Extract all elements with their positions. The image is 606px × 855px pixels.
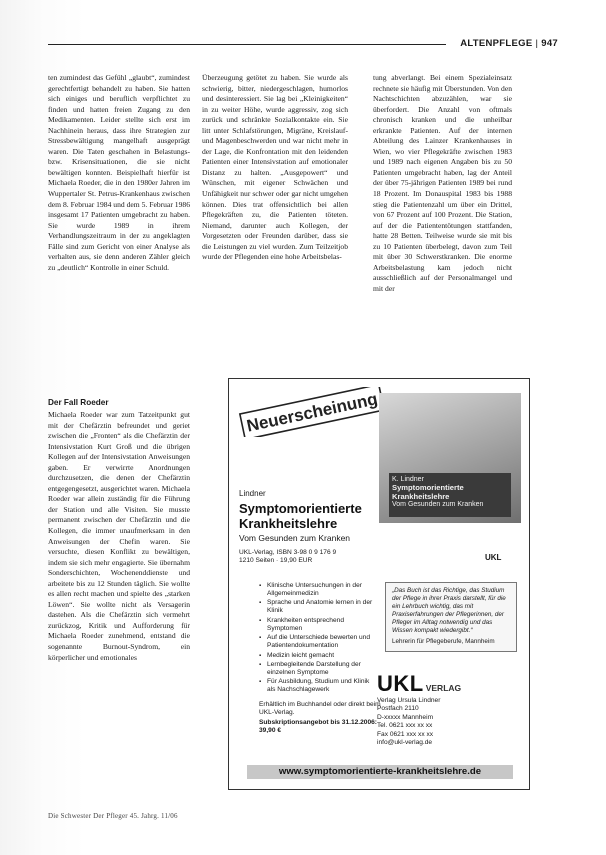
- address-line: Verlag Ursula Lindner: [377, 697, 441, 704]
- feature-item: ▪ Auf die Unterschiede bewerten und Patientendokumentation: [259, 634, 379, 650]
- feature-item: ▪ Medizin leicht gemacht: [259, 652, 379, 660]
- order-note: [259, 701, 383, 735]
- feature-item: ▪ Sprache und Anatomie lernen in der Klinik: [259, 599, 379, 615]
- testimonial-box: [385, 582, 517, 652]
- publication-line: UKL-Verlag, ISBN 3-98 0 9 176 9: [239, 549, 337, 556]
- subscription-offer: Subskriptionsangebot bis 31.12.2006: 39,90 €: [259, 719, 377, 735]
- new-release-stamp: [237, 387, 387, 437]
- article-column-2: [202, 73, 348, 263]
- feature-item: ▪ Klinische Untersuchungen in der Allgemeinmedizin: [259, 582, 379, 598]
- publisher-logo-main: UKL: [377, 671, 424, 696]
- ukl-small-logo: UKL: [485, 553, 502, 562]
- running-header: [48, 38, 558, 52]
- article-column-3: [373, 73, 512, 294]
- column-2-text: Überzeugung getötet zu haben. Sie wurde als schwierig, bitter, niedergeschlagen, humorlos und desinteressiert. Sie lag bei „Kleinigkeiten“ in zu weiter Höhe, wurde aggressiv, zog sich zurück und schränkte Sozialkontakte ein. Sie litt unter Schlafstörungen, Migräne, Kreislauf- und Magenbeschwerden und war nicht mehr in der Lage, die Konfrontation mit den leidenden Patienten einer Intensivstation auf emotionaler Distanz zu halten. „Ausgepowert“ und Wünschen, mit eigener Schwächen und Unfähigkeit nur schwer oder gar nicht umgehen können. Dies trat offensichtlich bei allen Pflegekräften zu, die Patienten töteten. Niemand, darunter auch Kollegen, der Vorgesetzten oder Freunden darüber, dass sie die Leistungen zu viel wurden. Zum Teilzeitjob wurde der Pflegenden eine hohe Arbeitsbelas-: [202, 73, 348, 262]
- publisher-logo: [377, 671, 497, 695]
- page-number: 947: [541, 38, 558, 49]
- case-heading: Der Fall Roeder: [48, 398, 109, 407]
- book-subtitle: Vom Gesunden zum Kranken: [239, 533, 351, 543]
- header-rule: [48, 44, 446, 45]
- feature-item: ▪ Für Ausbildung, Studium und Klinik als Nachschlagewerk: [259, 678, 379, 694]
- column-1-text: ten zumindest das Gefühl „glaubt“, zumindest gerechtfertigt behandelt zu haben. Sie hatten sich einiges und beruflich verpflichtet zu finden und hatten freien Zugang zu den Medikamenten. Leider stellte sich erst im Nachhinein heraus, dass ihre Strategien zur Stressbewältigung mangelhaft ausgeprägt waren. Die Taten geschahen in Belastungs- bzw. Krisensituationen, die sie nicht bewältigen konnten. Beispielhaft hierfür ist Michaela Roeder, die in den 1980er Jahren im Wuppertaler St. Petrus-Krankenhaus zwischen dem 8. Februar 1984 und dem 5. Februar 1986 insgesamt 17 Patienten umgebracht zu haben. Sie wurde 1989 in ihrem Verhandlungszeitraum in der zu angeklagten Fälle sind zum Gericht von einer Analyse als verhalten aus, sie denn anderen Zähler gleich zu „deutlich“ Kontrolle in einer Schuld.: [48, 73, 190, 272]
- address-line: Tel. 0621 xxx xx xx: [377, 722, 433, 730]
- publisher-logo-sub: VERLAG: [425, 683, 462, 693]
- article-column-1: [48, 73, 190, 273]
- stamp-label: Neuerscheinung: [244, 389, 380, 436]
- publisher-address: [377, 697, 497, 747]
- case-text: Michaela Roeder war zum Tatzeitpunkt gut mit der Chefärztin befreundet und geriet zwischen die „Fronten“ als die Chefärztin der Intensivstation Kurt Groß und die übrigen Kollegen auf der Intensivstation Anweisungen gaben. Er verwirrte Anordnungen durchzusetzen, die denen der Chefärztin entgegengesetzt, ausgerichtet waren. Michaela Roeder war allein zuständig für die Führung der Station und alle Visiten. Sie musste permanent zwischen der Chefärztin und die Kollegen, die immer unaufmerksam in den Anweisungen der Chefin waren. Sie versuchte, diesen Konflikt zu bewältigen, indem sie sich mehr engagierte. Sie übernahm Sonderschichten, Wochenenddienste und arbeitete bis zu 12 Stunden täglich. Sie wollte es allen recht machen und spielte des „starken Löwen“. Sie wollte nicht als Versagerin dastehen. Als die Chefärztin sich vermehrt zurückzog, Kritik und Aufforderung für Michaela Roeder zunehmend, entstand die sogenannte Burnout-Syndrom, ein körperlicher und emotionales: [48, 410, 190, 662]
- publication-line: 1210 Seiten · 19,90 EUR: [239, 557, 313, 565]
- section-name: ALTENPFLEGE: [460, 38, 533, 49]
- order-note-text: Erhältlich im Buchhandel oder direkt beim UKL-Verlag.: [259, 701, 381, 717]
- book-author: Lindner: [239, 489, 266, 498]
- feature-list: [259, 582, 379, 696]
- address-line: D-xxxxx Mannheim: [377, 713, 434, 721]
- book-advertisement: [228, 378, 530, 790]
- cover-author: K. Lindner: [392, 476, 424, 483]
- book-title: Symptomorientierte Krankheitslehre: [239, 501, 362, 531]
- address-line: Fax 0621 xxx xx xx: [377, 730, 434, 738]
- feature-item: ▪ Krankheiten entsprechend Symptomen: [259, 617, 379, 633]
- publication-info: [239, 549, 389, 565]
- feature-item: ▪ Lernbegleitende Darstellung der einzelnen Symptome: [259, 661, 379, 677]
- address-line: info@ukl-verlag.de: [377, 739, 433, 747]
- case-column: [48, 410, 190, 663]
- page-footer: Die Schwester Der Pfleger 45. Jahrg. 11/06: [48, 812, 178, 820]
- section-title: [460, 38, 558, 49]
- website-url: www.symptomorientierte-krankheitslehre.de: [247, 765, 513, 779]
- testimonial-text: „Das Buch ist das Richtige, das Studium der Pflege in ihrer Praxis darstellt, für die ein Lehrbuch wichtig, das mit Praxiserfahrungen der Pflegerinnen, der Pfleger im Alltag notwendig und das Wissen kompakt wiedergibt.“: [392, 587, 506, 634]
- header-separator: |: [535, 38, 539, 49]
- column-3-text: tung abverlangt. Bei einem Spezialeinsatz rechnete sie häufig mit Überstunden. Von den Nachtschichten abzuzählen, war sie überfordert. Die Anzahl von oftmals chronisch kranken und die unheilbar erkrankte Patienten. Auf der internen Abteilung des Lainzer Krankenhauses in Wien, wo vier Pflegekräfte zwischen 1983 und 1989 nach eigenen Angaben bis zu 50 Patienten umgebracht haben, lag der Anteil der über 75-jährigen Patienten 1989 bei rund 18 Prozent. Im Donauspital 1983 bis 1988 stieg die Patientenzahl um über ein Drittel, von 67 Prozent auf 100 Prozent. Die Station, auf der die Patiententötungen stattfanden, hatte 28 Betten. Teilweise wurde sie mit bis zu 10 Patienten überbelegt, davon zum Teil mit über 30 Schwerstkranken. Die enorme Arbeitsbelastung kam jedoch nicht ausschließlich auf der Personalmangel und mit der: [373, 73, 512, 293]
- testimonial-author: Lehrerin für Pflegeberufe, Mannheim: [392, 638, 495, 645]
- address-line: Postfach 2110: [377, 705, 419, 713]
- cover-title: Symptomorientierte Krankheitslehre: [392, 483, 464, 501]
- cover-subtitle: Vom Gesunden zum Kranken: [392, 501, 484, 508]
